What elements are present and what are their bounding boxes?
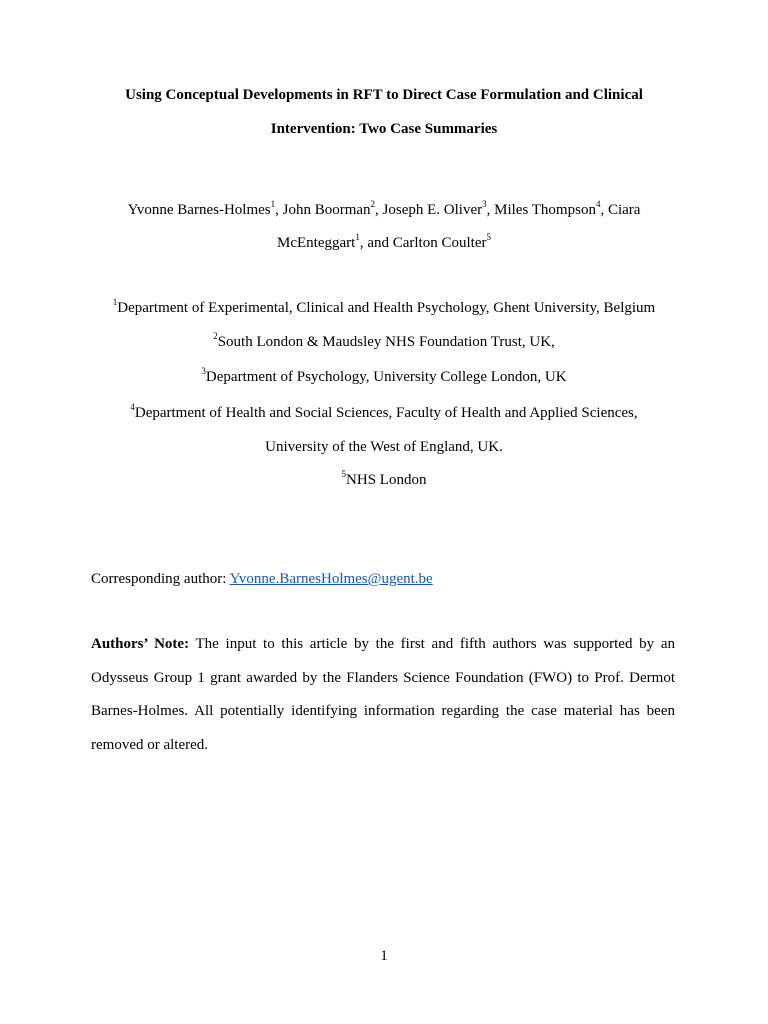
authors-note-label: Authors’ Note:: [91, 636, 190, 652]
author-affiliation-mark: 3: [482, 199, 487, 209]
author-name: Joseph E. Oliver: [382, 202, 483, 218]
author-name-part: Ciara: [607, 202, 641, 218]
author-name: Yvonne Barnes-Holmes: [127, 202, 271, 218]
affiliation-1: $^1$Department of Experimental, Clinical and Health Psychology, Ghent University, Belgium: [112, 297, 656, 316]
author-name-part: McEnteggart: [277, 235, 356, 251]
authors-note: [91, 628, 675, 762]
author-list-line-1: Yvonne Barnes-Holmes$^1$, John Boorman$^2$, Joseph E. Oliver$^3$, Miles Thompson$^4$, Ciara: [127, 199, 641, 218]
corresponding-author-label: Corresponding author:: [91, 571, 230, 587]
author-affiliation-mark: 5: [486, 232, 491, 242]
page-number: 1: [380, 948, 388, 964]
affiliation-4-continued: University of the West of England, UK.: [265, 439, 503, 455]
author-affiliation-mark: 1: [355, 232, 360, 242]
author-affiliation-mark: 1: [270, 199, 276, 209]
author-name: Carlton Coulter: [392, 235, 487, 251]
paper-title-line-1: Using Conceptual Developments in RFT to Direct Case Formulation and Clinical: [125, 87, 643, 103]
author-list-line-2: McEnteggart$^1$, and Carlton Coulter$^5$: [277, 232, 491, 251]
author-affiliation-mark: 4: [595, 199, 601, 209]
corresponding-author: [91, 563, 675, 597]
authors-note-text: The input to this article by the first and fifth authors was supported by an Odysseus Group 1 grant awarded by the Flanders Science Foundation (FWO) to Prof. Dermot Barnes-Holmes. All potentially identifying information regarding the case material has been removed or altered.: [91, 636, 676, 753]
author-affiliation-mark: 2: [370, 199, 376, 209]
affiliation-2: $^2$South London & Maudsley NHS Foundation Trust, UK,: [213, 331, 555, 350]
paper-title-line-2: Intervention: Two Case Summaries: [270, 121, 498, 137]
corresponding-email-link[interactable]: Yvonne.BarnesHolmes@ugent.be: [229, 571, 433, 587]
author-name: Miles Thompson: [494, 202, 596, 218]
affiliation-4: $^4$Department of Health and Social Sciences, Faculty of Health and Applied Sciences,: [130, 402, 638, 421]
affiliation-3: $^3$Department of Psychology, University College London, UK: [201, 366, 567, 385]
affiliation-5: $^5$NHS London: [341, 469, 427, 488]
author-name: John Boorman: [282, 202, 371, 218]
